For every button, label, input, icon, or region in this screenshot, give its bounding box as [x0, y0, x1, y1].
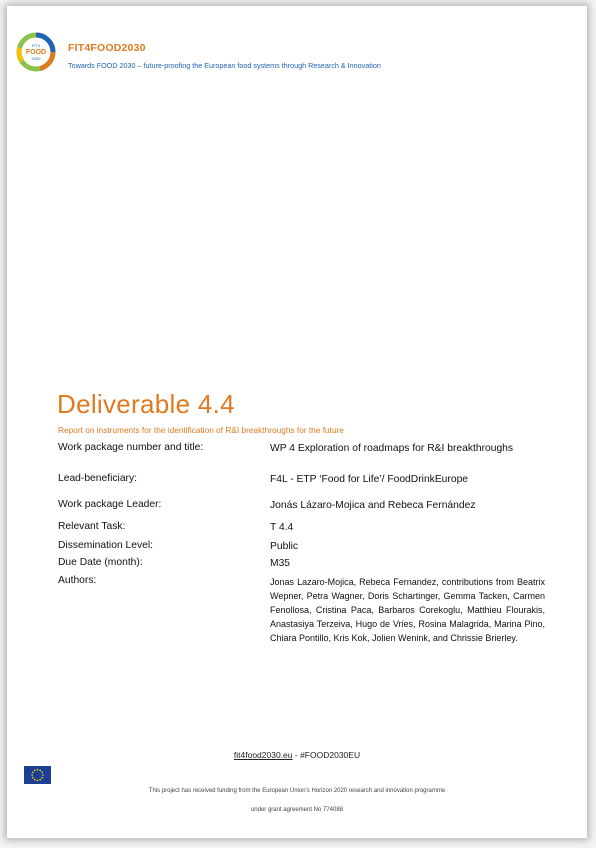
- info-row-dissemination: [58, 540, 545, 557]
- footer-links: [7, 750, 587, 760]
- info-label: Dissemination Level:: [58, 540, 154, 551]
- info-value: T 4.4: [270, 522, 294, 533]
- funding-line-2: under grant agreement No 774088: [250, 807, 344, 813]
- info-row-wp-leader: [58, 499, 545, 521]
- deliverable-title: Deliverable 4.4: [57, 389, 235, 419]
- svg-text:FIT4: FIT4: [31, 43, 41, 48]
- document-page: [7, 6, 587, 838]
- info-label: Due Date (month):: [58, 557, 143, 568]
- info-value: F4L - ETP ‘Food for Life’/ FoodDrinkEurope: [270, 474, 469, 485]
- website-link[interactable]: fit4food2030.eu: [233, 750, 293, 760]
- info-value: Public: [270, 541, 299, 552]
- info-row-authors: [58, 575, 545, 685]
- info-row-lead-beneficiary: [58, 473, 545, 499]
- info-value: WP 4 Exploration of roadmaps for R&I breakthroughs: [270, 443, 514, 454]
- info-row-relevant-task: [58, 521, 545, 540]
- info-label: Authors:: [58, 575, 97, 586]
- info-label: Relevant Task:: [58, 521, 126, 532]
- info-row-work-package: [58, 442, 545, 473]
- funding-statement: [7, 782, 587, 820]
- hashtag: #FOOD2030EU: [300, 750, 361, 760]
- svg-text:2030: 2030: [31, 56, 41, 61]
- fit4food-logo: [16, 32, 56, 72]
- info-value: M35: [270, 558, 291, 569]
- info-label: Work package number and title:: [58, 442, 204, 453]
- authors-list: Jonas Lazaro-Mojica, Rebeca Fernandez, contributions from Beatrix Wepner, Petra Wagner, Doris Schartinger, Gemma Tacken, Carmen Fenollosa, Cristina Paca, Barbaros Corekoglu, Matthieu Flourakis, Anastasiya Terzeiva, Hugo de Vries, Rosina Malagrida, Marina Pino, Chiara Pontillo, Kris Kok, Jolien Wenink, and Chrissie Brierley.: [270, 577, 545, 643]
- info-table: [58, 442, 545, 685]
- brand-title: FIT4FOOD2030: [68, 42, 146, 54]
- brand-tagline: Towards FOOD 2030 – future-proofing the European food systems through Research & Innovation: [68, 61, 381, 70]
- info-label: Work package Leader:: [58, 499, 162, 510]
- info-value: Jonás Lázaro-Mojica and Rebeca Fernández: [270, 500, 476, 511]
- info-row-due-date: [58, 557, 545, 575]
- deliverable-subtitle: Report on instruments for the identification of R&I breakthroughs for the future: [58, 425, 344, 435]
- footer-separator: -: [292, 750, 301, 760]
- svg-text:FOOD: FOOD: [25, 49, 47, 56]
- funding-line-1: This project has received funding from the European Union’s Horizon 2020 research and innovation programme: [148, 788, 446, 794]
- info-label: Lead-beneficiary:: [58, 473, 137, 484]
